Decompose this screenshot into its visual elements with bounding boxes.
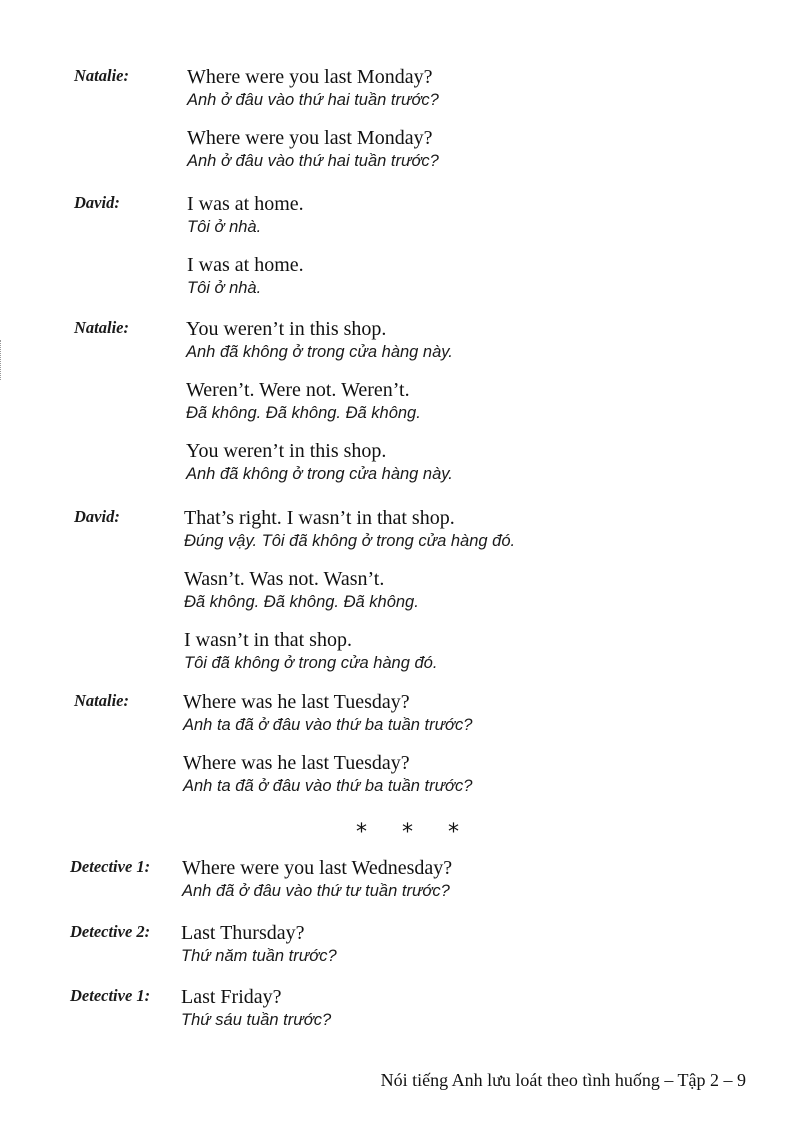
english-text: I was at home. [187, 193, 304, 215]
english-text: That’s right. I wasn’t in that shop. [184, 507, 455, 529]
vietnamese-text: Đúng vậy. Tôi đã không ở trong cửa hàng đó. [184, 532, 516, 550]
dialogue-line [186, 318, 800, 362]
english-text: Where were you last Monday? [187, 66, 433, 88]
vietnamese-text: Đã không. Đã không. Đã không. [184, 593, 419, 611]
dialogue-line [187, 127, 800, 171]
vietnamese-text: Anh đã không ở trong cửa hàng này. [186, 343, 453, 361]
speaker-label: Detective 1: [70, 857, 151, 876]
english-text: Wasn’t. Was not. Wasn’t. [184, 568, 385, 590]
vietnamese-text: Anh ta đã ở đâu vào thứ ba tuần trước? [183, 777, 473, 795]
section-separator: * * * [356, 820, 473, 845]
dialogue-line [187, 66, 800, 110]
dialogue-line [181, 922, 800, 966]
english-text: Where was he last Tuesday? [183, 691, 410, 713]
english-text: I wasn’t in that shop. [184, 629, 352, 651]
english-text: Weren’t. Were not. Weren’t. [186, 379, 410, 401]
english-text: Last Friday? [181, 986, 282, 1008]
speaker-label: Natalie: [74, 318, 129, 337]
vietnamese-text: Anh ở đâu vào thứ hai tuần trước? [187, 152, 439, 170]
vietnamese-text: Anh ở đâu vào thứ hai tuần trước? [187, 91, 439, 109]
margin-mark [0, 340, 3, 380]
speaker-label: Detective 2: [70, 922, 151, 941]
vietnamese-text: Anh ta đã ở đâu vào thứ ba tuần trước? [183, 716, 473, 734]
dialogue-line [184, 507, 800, 551]
dialogue-line [187, 254, 800, 298]
english-text: Last Thursday? [181, 922, 305, 944]
vietnamese-text: Đã không. Đã không. Đã không. [186, 404, 421, 422]
vietnamese-text: Tôi đã không ở trong cửa hàng đó. [184, 654, 438, 672]
speaker-label: David: [74, 507, 120, 526]
speaker-label: David: [74, 193, 120, 212]
page-footer: Nói tiếng Anh lưu loát theo tình huống – Tập 2 – 9 [380, 1070, 746, 1090]
vietnamese-text: Tôi ở nhà. [187, 279, 262, 297]
english-text: Where were you last Monday? [187, 127, 433, 149]
vietnamese-text: Thứ sáu tuần trước? [181, 1011, 332, 1029]
dialogue-line [183, 691, 800, 735]
speaker-label: Natalie: [74, 66, 129, 85]
dialogue-line [184, 629, 800, 673]
english-text: You weren’t in this shop. [186, 440, 387, 462]
english-text: Where were you last Wednesday? [182, 857, 453, 879]
dialogue-line [187, 193, 800, 237]
dialogue-line [181, 986, 800, 1030]
vietnamese-text: Anh đã không ở trong cửa hàng này. [186, 465, 453, 483]
dialogue-line [182, 857, 800, 901]
dialogue-line [186, 440, 800, 484]
dialogue-line [183, 752, 800, 796]
english-text: Where was he last Tuesday? [183, 752, 410, 774]
dialogue-line [186, 379, 800, 423]
vietnamese-text: Anh đã ở đâu vào thứ tư tuần trước? [182, 882, 450, 900]
speaker-label: Detective 1: [70, 986, 151, 1005]
dialogue-line [184, 568, 800, 612]
english-text: I was at home. [187, 254, 304, 276]
speaker-label: Natalie: [74, 691, 129, 710]
vietnamese-text: Thứ năm tuần trước? [181, 947, 337, 965]
vietnamese-text: Tôi ở nhà. [187, 218, 262, 236]
english-text: You weren’t in this shop. [186, 318, 387, 340]
